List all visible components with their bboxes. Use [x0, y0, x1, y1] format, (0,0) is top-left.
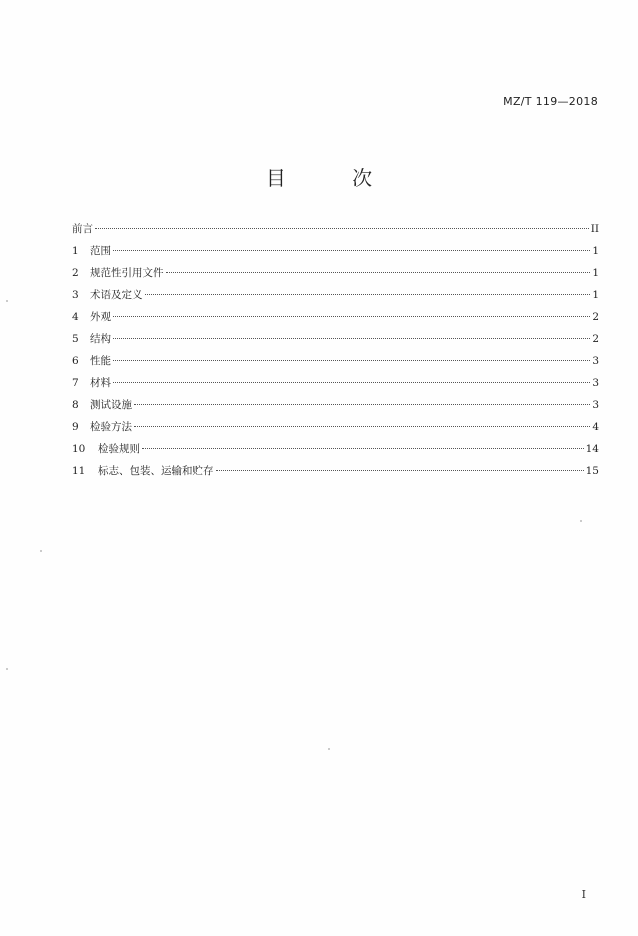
standard-code: MZ/T 119—2018 — [503, 95, 598, 108]
toc-entry-test-facilities[interactable] — [72, 394, 599, 416]
toc-entry-page: 1 — [592, 245, 599, 257]
toc-entry-label: 检验方法 — [90, 421, 132, 433]
toc-list — [72, 218, 599, 482]
toc-entry-test-methods[interactable] — [72, 416, 599, 438]
toc-leader-dots — [166, 272, 591, 273]
toc-entry-page: 15 — [585, 465, 599, 477]
toc-leader-dots — [113, 338, 590, 339]
toc-entry-structure[interactable] — [72, 328, 599, 350]
toc-entry-page: 2 — [592, 311, 599, 323]
toc-entry-label: 术语及定义 — [90, 289, 143, 301]
toc-title: 目 次 — [265, 166, 403, 190]
toc-leader-dots — [142, 448, 584, 449]
toc-entry-page: 3 — [592, 399, 599, 411]
toc-entry-marking-packaging[interactable] — [72, 460, 599, 482]
toc-entry-materials[interactable] — [72, 372, 599, 394]
scan-speck — [328, 748, 330, 750]
toc-entry-performance[interactable] — [72, 350, 599, 372]
toc-entry-terms[interactable] — [72, 284, 599, 306]
toc-leader-dots — [145, 294, 591, 295]
toc-entry-number: 1 — [72, 245, 79, 257]
toc-entry-label: 性能 — [90, 355, 111, 367]
toc-entry-label: 前言 — [72, 223, 93, 235]
toc-entry-number: 6 — [72, 355, 79, 367]
toc-entry-page: II — [590, 223, 599, 235]
scan-speck — [580, 520, 582, 522]
toc-entry-label: 规范性引用文件 — [90, 267, 164, 279]
toc-entry-normative-references[interactable] — [72, 262, 599, 284]
toc-leader-dots — [113, 250, 590, 251]
toc-leader-dots — [113, 316, 590, 317]
toc-entry-label: 测试设施 — [90, 399, 132, 411]
toc-leader-dots — [113, 360, 590, 361]
toc-leader-dots — [216, 470, 584, 471]
toc-entry-foreword[interactable] — [72, 218, 599, 240]
toc-entry-label: 检验规则 — [98, 443, 140, 455]
toc-entry-number: 7 — [72, 377, 79, 389]
toc-leader-dots — [95, 228, 589, 229]
toc-entry-number: 8 — [72, 399, 79, 411]
page-number: I — [581, 888, 586, 901]
toc-entry-scope[interactable] — [72, 240, 599, 262]
toc-entry-number: 9 — [72, 421, 79, 433]
toc-entry-label: 标志、包装、运输和贮存 — [98, 465, 214, 477]
toc-entry-label: 外观 — [90, 311, 111, 323]
toc-leader-dots — [134, 426, 590, 427]
toc-entry-label: 结构 — [90, 333, 111, 345]
scan-speck — [6, 668, 8, 670]
toc-entry-number: 5 — [72, 333, 79, 345]
toc-entry-page: 2 — [592, 333, 599, 345]
scan-speck — [6, 300, 8, 302]
toc-entry-page: 3 — [592, 377, 599, 389]
toc-entry-appearance[interactable] — [72, 306, 599, 328]
toc-entry-label: 材料 — [90, 377, 111, 389]
toc-entry-page: 4 — [592, 421, 599, 433]
toc-entry-page: 14 — [585, 443, 599, 455]
toc-entry-label: 范围 — [90, 245, 111, 257]
toc-entry-number: 2 — [72, 267, 79, 279]
toc-leader-dots — [113, 382, 590, 383]
toc-entry-number: 3 — [72, 289, 79, 301]
toc-entry-page: 1 — [592, 289, 599, 301]
toc-entry-page: 1 — [592, 267, 599, 279]
toc-entry-inspection-rules[interactable] — [72, 438, 599, 460]
toc-entry-number: 10 — [72, 443, 86, 455]
toc-leader-dots — [134, 404, 590, 405]
scan-speck — [40, 550, 42, 552]
toc-entry-number: 4 — [72, 311, 79, 323]
toc-entry-page: 3 — [592, 355, 599, 367]
toc-entry-number: 11 — [72, 465, 86, 477]
